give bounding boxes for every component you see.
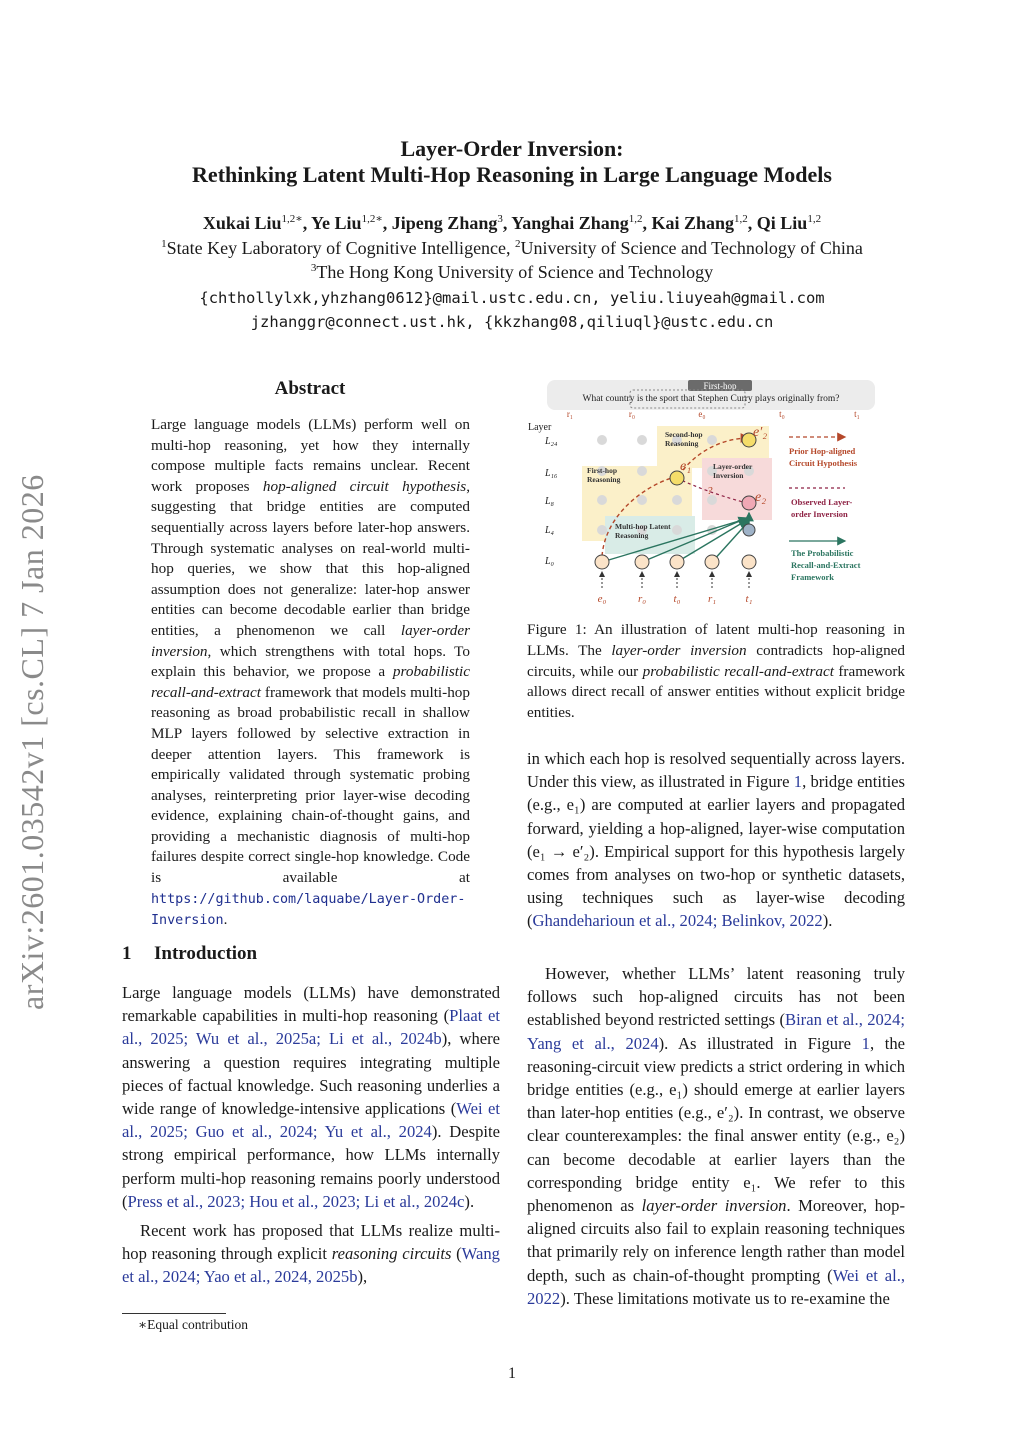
layer-label: L₄ (545, 525, 555, 536)
citation-link[interactable]: Plaat et al., 2025; Wu et al., 2025a; Li et al., 2024b (122, 1006, 500, 1049)
question-token-label: t₁ (854, 409, 860, 419)
token-label: r₀ (637, 593, 647, 605)
intro-right-paragraph-2: However, whether LLMs’ latent reasoning truly follows such hop-aligned circuits has not been established beyond restricted settings (Biran et al., 2024; Yang et al., 2024). As illustrated in Figure 1, the reasoning-circuit view predicts a strict ordering in which bridge entities (e.g., e₁) should emerge at earlier layers than later-hop entities (e.g., e′₂). In contrast, we observe clear counterexamples: the final answer entity (e.g., e₂) can become decodable at earlier layers than the corresponding bridge entity e₁. We refer to this phenomenon as layer-order inversion. Moreover, hop-aligned circuits also fail to explain reasoning techniques that primarily rely on inference length rather than model depth, such as chain-of-thought prompting (Wei et al., 2022). These limitations motivate us to re-examine the (527, 964, 905, 1308)
figure-question: What country is the sport that Stephen Curry plays originally from? (582, 394, 840, 404)
layer-axis-label: Layer (528, 422, 552, 433)
citation-link[interactable]: Ghandeharioun et al., 2024; Belinkov, 2022 (532, 911, 823, 931)
intro-paragraph-2: Recent work has proposed that LLMs realize multi-hop reasoning through explicit reasoning circuits (Wang et al., 2024; Yao et al., 2024, 2025b), (122, 1221, 500, 1287)
citation-link[interactable]: Wei et al., 2025; Guo et al., 2024; Yu et al., 2024 (122, 1099, 501, 1142)
token-label: e₀ (597, 593, 607, 605)
svg-text:Framework: Framework (791, 572, 834, 582)
region-label: Layer-order (713, 462, 753, 471)
code-link[interactable]: https://github.com/laquabe/Layer-Order-Inversion (151, 891, 466, 929)
author-name: Xukai Liu (202, 213, 282, 233)
citation-link[interactable]: Press et al., 2023; Hou et al., 2023; Li et al., 2024c (127, 1191, 465, 1211)
intro-left-column (122, 981, 500, 1289)
region-label: Second-hop (665, 430, 703, 439)
entity-label: ? (707, 485, 713, 497)
region-label: Multi-hop Latent (615, 522, 671, 531)
page-number: 1 (508, 1365, 516, 1382)
first-hop-tag-label: First-hop (703, 381, 737, 391)
question-token-label: e₀ (698, 409, 706, 419)
figure-legend (789, 437, 861, 582)
answer-node-inverted (742, 496, 756, 510)
question-token-label: t₀ (779, 409, 785, 419)
figure-1-diagram (527, 378, 907, 608)
region-label: Reasoning (587, 475, 621, 484)
entity-label: e′₂ (753, 425, 768, 440)
figure-reference[interactable]: 1 (861, 1033, 870, 1053)
footnote-rule (122, 1313, 226, 1314)
svg-text:The Probabilistic: The Probabilistic (791, 548, 854, 558)
layer-label: L₂₄ (545, 436, 558, 447)
svg-text:Circuit Hypothesis: Circuit Hypothesis (789, 458, 858, 468)
author-name: Jipeng Zhang (391, 213, 498, 233)
entity-label: e₂ (755, 490, 767, 505)
region-label: Reasoning (665, 439, 699, 448)
affiliation-line2: $^3$The Hong Kong University of Science and Technology (310, 262, 714, 282)
paper-title-line2: Rethinking Latent Multi-Hop Reasoning in Large Language Models (192, 162, 832, 187)
entity-label: e₁ (680, 459, 692, 474)
layer-label: L₈ (545, 496, 555, 507)
question-token-label: r₀ (628, 409, 636, 419)
token-label: t₁ (745, 593, 753, 605)
svg-text:order Inversion: order Inversion (791, 509, 848, 519)
affiliation-line1: $^1$State Key Laboratory of Cognitive Intelligence, $^2$University of Science and Technology of China (161, 238, 863, 258)
author-name: Qi Liu (756, 213, 808, 233)
abstract-body: Large language models (LLMs) perform well on multi-hop reasoning, yet how they internally compose multiple facts remains unclear. Recent work proposes hop-aligned circuit hypothesis, suggesting that bridge entities are computed sequentially across layers before later-hop answers. Through systematic analyses on real-world multi-hop queries, we show that this hop-aligned assumption does not generalize: later-hop answer entities can become decodable earlier than bridge entities, a phenomenon we call layer-order inversion, which strengthens with total hops. To explain this behavior, we propose a probabilistic recall-and-extract framework that models multi-hop reasoning as broad probabilistic recall in shallow MLP layers followed by selective extraction in deeper attention layers. This framework is empirically validated through systematic probing analyses, reinterpreting prior layer-wise decoding evidence, explaining chain-of-thought gains, and providing a mechanistic diagnosis of multi-hop failures despite correct single-hop knowledge. Code is available at https://github.com/laquabe/Layer-Order-Inversion. (151, 416, 470, 929)
email-line1: {chthollylxk,yhzhang0612}@mail.ustc.edu.cn, yeliu.liuyeah@gmail.com (199, 289, 825, 307)
section-heading-introduction: 1 Introduction (122, 943, 258, 964)
token-label: t₀ (673, 593, 681, 605)
paper-title-line1: Layer-Order Inversion: (400, 136, 624, 161)
layer-label: L₁₆ (545, 468, 558, 479)
figure-reference[interactable]: 1 (793, 772, 803, 792)
svg-text:Prior Hop-aligned: Prior Hop-aligned (789, 446, 856, 456)
layer-label: L₀ (545, 556, 555, 567)
region-label: Inversion (713, 471, 744, 480)
arxiv-stamp: arXiv:2601.03542v1 [cs.CL] 7 Jan 2026 (14, 474, 50, 1010)
region-label: Reasoning (615, 531, 649, 540)
email-line2: jzhanggr@connect.ust.hk, {kkzhang08,qiliuql}@ustc.edu.cn (250, 313, 774, 331)
citation-link[interactable]: Wei et al., 2022 (527, 1265, 905, 1308)
token-label: r₁ (707, 593, 717, 605)
svg-text:Observed Layer-: Observed Layer- (791, 497, 853, 507)
citation-link[interactable]: Wang et al., 2024; Yao et al., 2024, 2025b (122, 1244, 500, 1287)
author-name: Kai Zhang (651, 213, 735, 233)
figure-1-caption: Figure 1: An illustration of latent multi-hop reasoning in LLMs. The layer-order inversion contradicts hop-aligned circuits, while our probabilistic recall-and-extract framework allows direct recall of answer entities without explicit bridge entities. (527, 621, 905, 722)
question-token-label: r₁ (566, 409, 574, 419)
intro-right-paragraph-1: in which each hop is resolved sequentially across layers. Under this view, as illustrated in Figure 1, bridge entities (e.g., e₁) are computed at earlier layers and propagated forward, yielding a hop-aligned, layer-wise computation (e₁ → e′₂). Empirical support for this hypothesis largely comes from analyses on two-hop or synthetic datasets, using techniques such as layer-wise decoding (Ghandeharioun et al., 2024; Belinkov, 2022). (527, 749, 905, 931)
author-list: Xukai Liu$^{1,2∗}$, Ye Liu$^{1,2∗}$, Jipeng Zhang$^3$, Yanghai Zhang$^{1,2}$, Kai Zhang$^{1,2}$, Qi Liu$^{1,2}$ (202, 213, 822, 233)
footnote: ∗Equal contribution (138, 1317, 249, 1332)
intro-paragraph-1: Large language models (LLMs) have demonstrated remarkable capabilities in multi-hop reasoning (Plaat et al., 2025; Wu et al., 2025a; Li et al., 2024b), where answering a question requires integrating multiple pieces of factual knowledge. Such reasoning underlies a wide range of knowledge-intensive applications (Wei et al., 2025; Guo et al., 2024; Yu et al., 2024). Despite strong empirical performance, how LLMs internally perform multi-hop reasoning remains poorly understood (Press et al., 2023; Hou et al., 2023; Li et al., 2024c). (122, 983, 501, 1211)
author-name: Ye Liu (311, 213, 362, 233)
author-name: Yanghai Zhang (511, 213, 629, 233)
citation-link[interactable]: Biran et al., 2024; Yang et al., 2024 (527, 1010, 905, 1053)
region-label: First-hop (587, 466, 617, 475)
abstract-heading: Abstract (274, 378, 346, 399)
svg-text:Recall-and-Extract: Recall-and-Extract (791, 560, 861, 570)
